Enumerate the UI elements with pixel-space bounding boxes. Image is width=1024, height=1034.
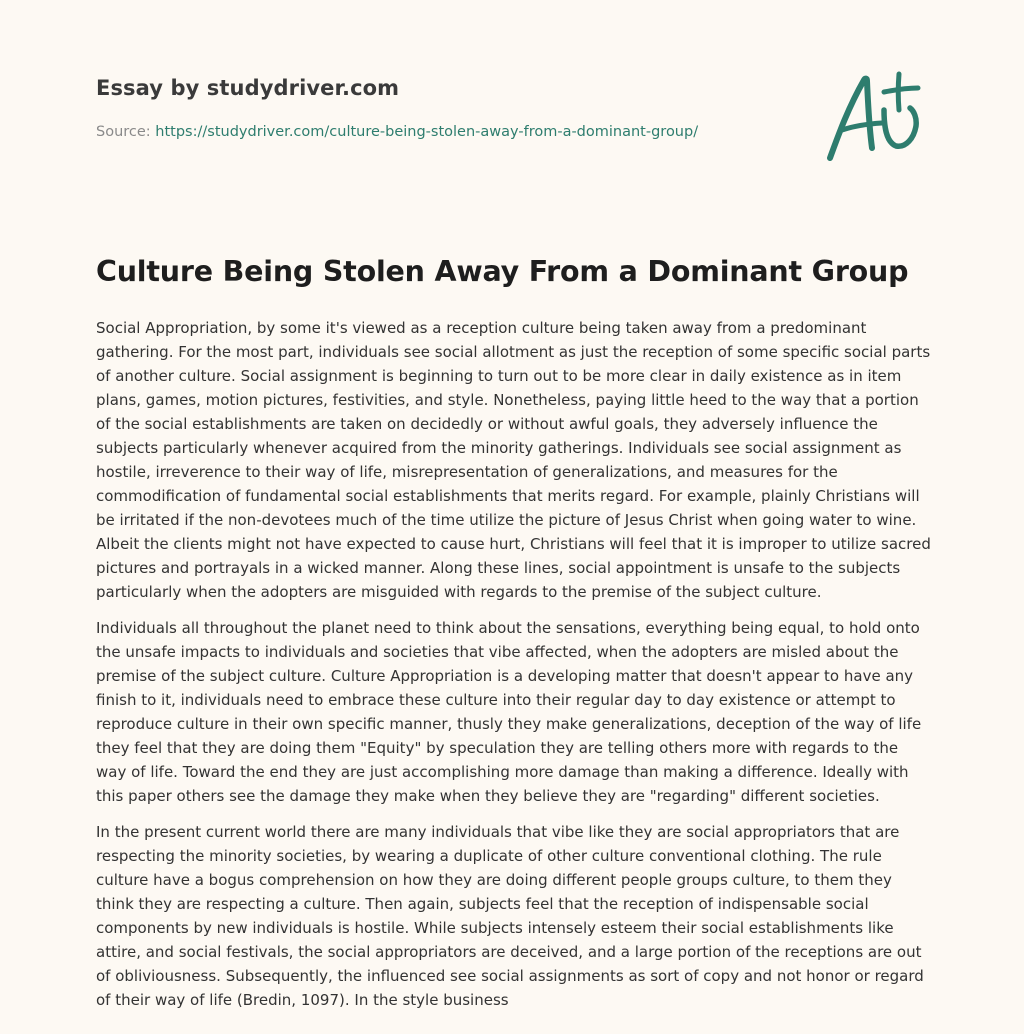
a-plus-logo-icon	[818, 66, 930, 166]
essay-title: Culture Being Stolen Away From a Dominant Group	[96, 255, 909, 288]
essay-paragraph: Individuals all throughout the planet need to think about the sensations, everything being equal, to hold onto the unsafe impacts to individuals and societies that vibe affected, when the adopters are misled about the premise of the subject culture. Culture Appropriation is a developing matter that doesn't appear to have any finish to it, individuals need to embrace these culture into their regular day to day existence or attempt to reproduce culture in their own specific manner, thusly they make generalizations, deception of the way of life they feel that they are doing them "Equity" by speculation they are telling others more with regards to the way of life. Toward the end they are just accomplishing more damage than making a difference. Ideally with this paper others see the damage they make when they believe they are "regarding" different societies.	[96, 619, 922, 805]
source-link[interactable]: https://studydriver.com/culture-being-stolen-away-from-a-dominant-group/	[155, 124, 699, 140]
essay-paragraph: Social Appropriation, by some it's viewed as a reception culture being taken away from a predominant gathering. For the most part, individuals see social allotment as just the reception of some specific social parts of another culture. Social assignment is beginning to turn out to be more clear in daily existence as in item plans, games, motion pictures, festivities, and style. Nonetheless, paying little heed to the way that a portion of the social establishments are taken on decidedly or without awful goals, they adversely influence the subjects particularly whenever acquired from the minority gatherings. Individuals see social assignment as hostile, irreverence to their way of life, misrepresentation of generalizations, and measures for the commodification of fundamental social establishments that merits regard. For example, plainly Christians will be irritated if the non-devotees much of the time utilize the picture of Jesus Christ when going water to wine. Albeit the clients might not have expected to cause hurt, Christians will feel that it is improper to utilize sacred pictures and portrayals in a wicked manner. Along these lines, social appointment is unsafe to the subjects particularly when the adopters are misguided with regards to the premise of the subject culture.	[96, 319, 931, 601]
site-brand-title: Essay by studydriver.com	[96, 76, 400, 100]
essay-paragraph: In the present current world there are many individuals that vibe like they are social appropriators that are respecting the minority societies, by wearing a duplicate of other culture conventional clothing. The rule culture have a bogus comprehension on how they are doing different people groups culture, to them they think they are respecting a culture. Then again, subjects feel that the reception of indispensable social components by new individuals is hostile. While subjects intensely esteem their social establishments like attire, and social festivals, the social appropriators are deceived, and a large portion of the receptions are out of obliviousness. Subsequently, the influenced see social assignments as sort of copy and not honor or regard of their way of life (Bredin, 1097). In the style business	[96, 823, 924, 1009]
source-line	[96, 124, 698, 140]
source-label: Source:	[96, 124, 151, 140]
essay-body	[96, 316, 932, 1024]
